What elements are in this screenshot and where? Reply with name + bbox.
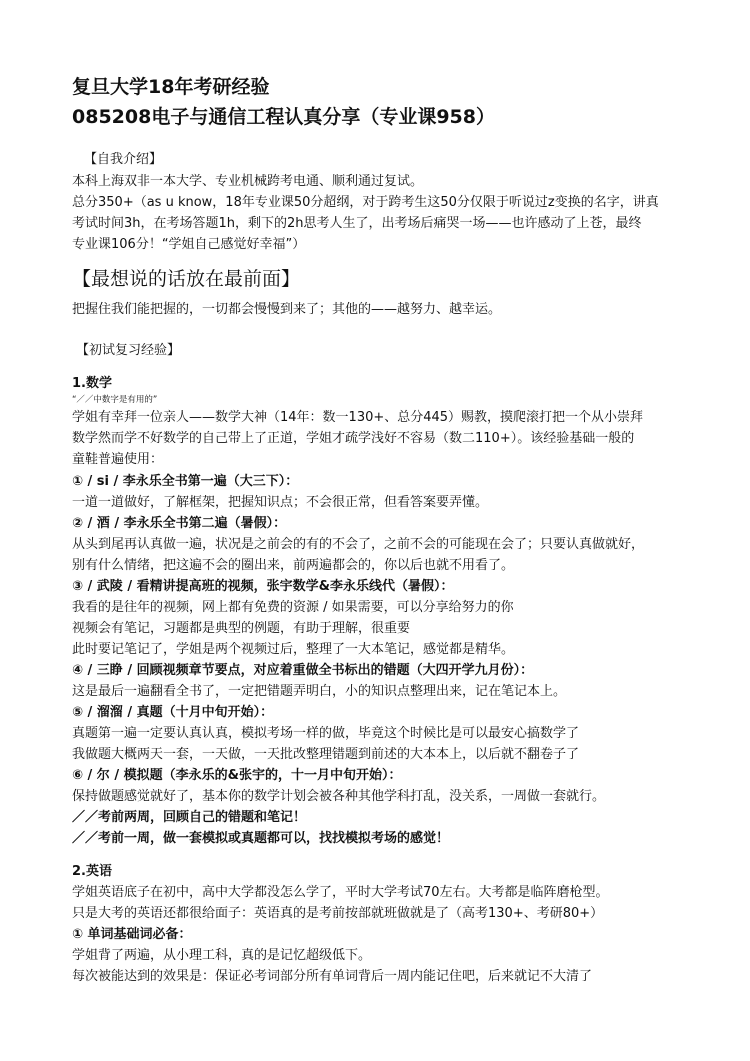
math-step-title: ① / si / 李永乐全书第一遍（大三下）： — [72, 474, 299, 489]
doc-title-line-1: 复旦大学18年考研经验 — [72, 76, 270, 98]
math-step-line: 此时要记笔记了，学姐是两个视频过后，整理了一大本笔记，感觉都是精华。 — [72, 642, 515, 657]
motto-text: 把握住我们能把握的，一切都会慢慢到来了；其他的——越努力、越幸运。 — [72, 302, 502, 317]
math-note: “／／中数字是有用的” — [72, 395, 158, 405]
math-tip: ／／考前一周，做一套模拟或真题都可以，找找模拟考场的感觉！ — [72, 831, 450, 846]
english-line: 学姐英语底子在初中，高中大学都没怎么学了，平时大学考试70左右。大考都是临阵磨枪型。 — [72, 885, 609, 900]
intro-line: 专业课106分！“学姐自己感觉好幸福”） — [72, 237, 306, 252]
math-step-line: 真题第一遍一定要认真认真，模拟考场一样的做，毕竟这个时候比是可以最安心搞数学了 — [72, 726, 580, 741]
math-intro-line: 童鞋普遍使用： — [72, 452, 164, 467]
intro-line: 本科上海双非一本大学、专业机械跨考电通、顺利通过复试。 — [72, 174, 424, 189]
intro-line: 考试时间3h，在考场答题1h，剩下的2h思考人生了，出考场后痛哭一场——也许感动了上苍，最终 — [72, 216, 642, 231]
english-sub-line: 每次被能达到的效果是：保证必考词部分所有单词背后一周内能记住吧，后来就记不大清了 — [72, 969, 593, 984]
math-step-title: ② / 酒 / 李永乐全书第二遍（暑假）： — [72, 516, 287, 531]
math-step-title: ⑥ / 尔 / 模拟题（李永乐的&张宇的，十一月中旬开始）： — [72, 768, 402, 783]
math-step-line: 这是最后一遍翻看全书了，一定把错题弄明白，小的知识点整理出来，记在笔记本上。 — [72, 684, 567, 699]
math-step-line: 从头到尾再认真做一遍，状况是之前会的有的不会了，之前不会的可能现在会了；只要认真做就好， — [72, 537, 645, 552]
english-heading: 2.英语 — [72, 864, 112, 879]
english-sub-line: 学姐背了两遍，从小理工科，真的是记忆超级低下。 — [72, 948, 372, 963]
math-step-line: 一道一道做好，了解框架，把握知识点；不会很正常，但看答案要弄懂。 — [72, 495, 489, 510]
math-step-line: 视频会有笔记，习题都是典型的例题，有助于理解，很重要 — [72, 621, 411, 636]
math-step-line: 我看的是往年的视频，网上都有免费的资源 / 如果需要，可以分享给努力的你 — [72, 600, 514, 615]
english-sub-title: ① 单词基础词必备： — [72, 927, 192, 942]
math-intro-line: 学姐有幸拜一位亲人——数学大神（14年：数一130+、总分445）赐教，摸爬滚打把一个从小崇拜 — [72, 410, 644, 425]
math-step-title: ④ / 三睁 / 回顾视频章节要点，对应着重做全书标出的错题（大四开学九月份）： — [72, 663, 534, 678]
motto-heading: 【最想说的话放在最前面】 — [72, 268, 301, 290]
doc-title-line-2: 085208电子与通信工程认真分享（专业课958） — [72, 106, 495, 128]
math-step-line: 保持做题感觉就好了，基本你的数学计划会被各种其他学科打乱，没关系，一周做一套就行。 — [72, 789, 606, 804]
math-step-line: 别有什么情绪，把这遍不会的圈出来，前两遍都会的，你以后也就不用看了。 — [72, 558, 515, 573]
math-step-title: ③ / 武陵 / 看精讲提高班的视频，张宇数学&李永乐线代（暑假）： — [72, 579, 454, 594]
math-intro-line: 数学然而学不好数学的自己带上了正道，学姐才疏学浅好不容易（数二110+）。该经验基础一般的 — [72, 431, 635, 446]
intro-line: 总分350+（as u know，18年专业课50分超纲，对于跨考生这50分仅限于听说过z变换的名字，讲真 — [72, 195, 659, 210]
intro-heading: 【自我介绍】 — [84, 152, 163, 167]
math-step-title: ⑤ / 溜溜 / 真题（十月中旬开始）： — [72, 705, 274, 720]
english-line: 只是大考的英语还都很给面子：英语真的是考前按部就班做就是了（高考130+、考研80+） — [72, 906, 604, 921]
prelim-heading: 【初试复习经验】 — [76, 343, 181, 358]
math-heading: 1.数学 — [72, 376, 112, 391]
math-tip: ／／考前两周，回顾自己的错题和笔记！ — [72, 810, 307, 825]
math-step-line: 我做题大概两天一套，一天做，一天批改整理错题到前述的大本本上，以后就不翻卷子了 — [72, 747, 580, 762]
